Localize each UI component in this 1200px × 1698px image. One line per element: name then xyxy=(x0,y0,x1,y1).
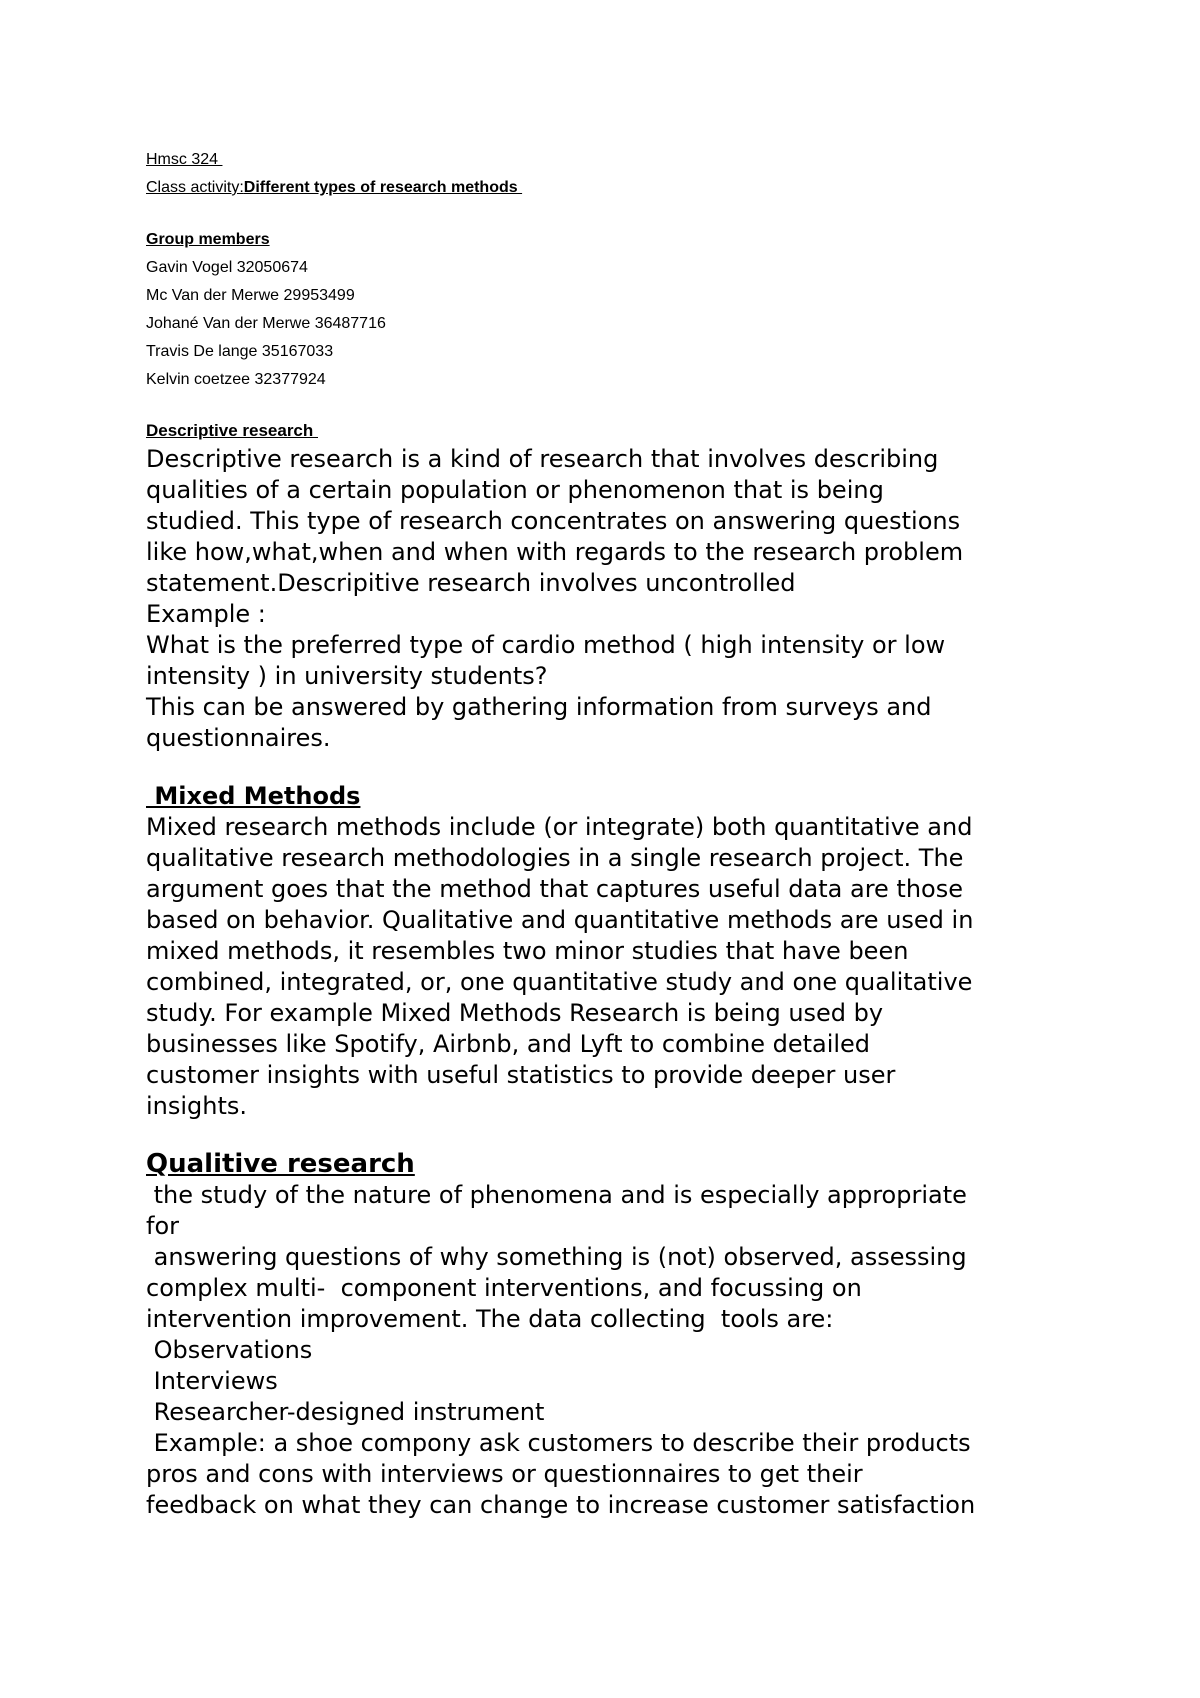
member-3: Johané Van der Merwe 36487716 xyxy=(146,315,386,332)
member-5: Kelvin coetzee 32377924 xyxy=(146,371,326,388)
member-1: Gavin Vogel 32050674 xyxy=(146,259,308,276)
document-header xyxy=(146,146,1046,394)
descriptive-line-1: Descriptive research is a kind of research that involves describing xyxy=(146,445,939,473)
activity-name: Different types of research methods xyxy=(243,179,523,196)
qualitive-line-5: intervention improvement. The data collecting tools are: xyxy=(146,1305,834,1333)
group-members-heading: Group members xyxy=(146,231,270,248)
qualitive-line-2: for xyxy=(146,1212,179,1240)
descriptive-line-7: What is the preferred type of cardio method ( high intensity or low xyxy=(146,631,946,659)
qualitive-line-10: pros and cons with interviews or questionnaires to get their xyxy=(146,1460,863,1488)
qualitive-line-6: Observations xyxy=(146,1336,313,1364)
mixed-line-6: combined, integrated, or, one quantitative study and one qualitative xyxy=(146,968,973,996)
descriptive-heading: Descriptive research xyxy=(146,421,318,440)
mixed-line-4: based on behavior. Qualitative and quantitative methods are used in xyxy=(146,906,974,934)
activity-prefix: Class activity: xyxy=(146,179,244,196)
descriptive-line-5: statement.Descripitive research involves uncontrolled xyxy=(146,569,796,597)
qualitive-line-11: feedback on what they can change to increase customer satisfaction xyxy=(146,1491,976,1519)
descriptive-line-8: intensity ) in university students? xyxy=(146,662,548,690)
member-2: Mc Van der Merwe 29953499 xyxy=(146,287,355,304)
descriptive-line-6: Example : xyxy=(146,600,266,628)
qualitive-line-1: the study of the nature of phenomena and is especially appropriate xyxy=(146,1181,967,1209)
descriptive-line-10: questionnaires. xyxy=(146,724,331,752)
descriptive-line-9: This can be answered by gathering information from surveys and xyxy=(146,693,932,721)
activity-title xyxy=(146,174,1046,202)
member-4: Travis De lange 35167033 xyxy=(146,343,334,360)
mixed-line-3: argument goes that the method that captures useful data are those xyxy=(146,875,964,903)
document-body xyxy=(146,418,1076,1521)
mixed-line-10: insights. xyxy=(146,1092,248,1120)
mixed-line-8: businesses like Spotify, Airbnb, and Lyft to combine detailed xyxy=(146,1030,871,1058)
mixed-line-7: study. For example Mixed Methods Research is being used by xyxy=(146,999,884,1027)
descriptive-line-2: qualities of a certain population or phenomenon that is being xyxy=(146,476,884,504)
descriptive-line-3: studied. This type of research concentrates on answering questions xyxy=(146,507,961,535)
qualitive-line-4: complex multi- component interventions, and focussing on xyxy=(146,1274,862,1302)
qualitive-line-9: Example: a shoe compony ask customers to describe their products xyxy=(146,1429,971,1457)
course-code: Hmsc 324 xyxy=(146,151,223,168)
qualitive-heading: Qualitive research xyxy=(146,1149,415,1179)
mixed-line-9: customer insights with useful statistics to provide deeper user xyxy=(146,1061,896,1089)
mixed-line-5: mixed methods, it resembles two minor studies that have been xyxy=(146,937,909,965)
qualitive-line-8: Researcher-designed instrument xyxy=(146,1398,545,1426)
descriptive-line-4: like how,what,when and when with regards to the research problem xyxy=(146,538,964,566)
mixed-line-1: Mixed research methods include (or integrate) both quantitative and xyxy=(146,813,973,841)
qualitive-line-3: answering questions of why something is (not) observed, assessing xyxy=(146,1243,967,1271)
qualitive-line-7: Interviews xyxy=(146,1367,278,1395)
mixed-line-2: qualitative research methodologies in a single research project. The xyxy=(146,844,964,872)
mixed-methods-heading: Mixed Methods xyxy=(146,782,361,810)
